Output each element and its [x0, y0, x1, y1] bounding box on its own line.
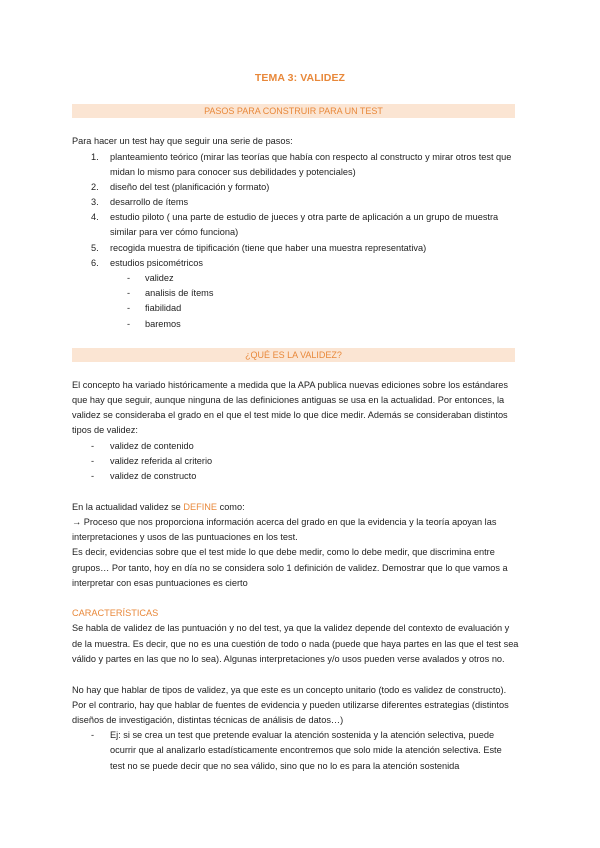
- validity-type-item: validez referida al criterio: [110, 456, 213, 466]
- step-text: midan lo mismo para conocer sus debilidades y potenciales): [110, 167, 356, 177]
- paragraph-line: de la muestra. Es decir, que no es una cuestión de todo o nada (puede que haya partes en las que el test sea: [72, 639, 519, 649]
- example-line: Ej: si se crea un test que pretende evaluar la atención sostenida y la atención selectiva, puede: [110, 730, 495, 740]
- paragraph-line: grupos… Por tanto, hoy en día no se considera solo 1 definición de validez. Demostrar que lo que vamos a: [72, 563, 508, 573]
- step-number: 4.: [91, 212, 99, 222]
- bullet-dash: -: [127, 288, 131, 298]
- bullet-dash: -: [127, 273, 131, 283]
- paragraph-line: Por el contrario, hay que hablar de fuentes de evidencia y pueden utilizarse diferentes estrategias (distintos: [72, 700, 509, 710]
- paragraph-line: tipos de validez:: [72, 425, 138, 435]
- bullet-dash: -: [91, 456, 95, 466]
- substep-item: analisis de ítems: [145, 288, 214, 298]
- define-prefix: En la actualidad validez se: [72, 502, 184, 512]
- paragraph-line: El concepto ha variado históricamente a medida que la APA publica nuevas ediciones sobre los estándares: [72, 380, 508, 390]
- paragraph-line: Es decir, evidencias sobre que el test mide lo que debe medir, como lo debe medir, que discrimina entre: [72, 547, 495, 557]
- step-text: diseño del test (planificación y formato): [110, 182, 270, 192]
- bullet-dash: -: [127, 319, 131, 329]
- step-number: 1.: [91, 152, 99, 162]
- paragraph-line: No hay que hablar de tipos de validez, ya que este es un concepto unitario (todo es validez de constructo).: [72, 685, 507, 695]
- paragraph-line: Se habla de validez de las puntuación y no del test, ya que la validez depende del contexto de evaluación y: [72, 623, 510, 633]
- step-text: estudio piloto ( una parte de estudio de jueces y otra parte de aplicación a un grupo de muestra: [110, 212, 499, 222]
- example-line: ocurrir que al analizarlo estadísticamente encontremos que solo mide la atención selectiva. Este: [110, 745, 502, 755]
- paragraph-line: interpretar con esas puntuaciones es cierto: [72, 578, 248, 588]
- bullet-dash: -: [91, 471, 95, 481]
- characteristics-heading: CARACTERÍSTICAS: [72, 608, 159, 618]
- step-text: planteamiento teórico (mirar las teorías que había con respecto al constructo y mirar otros test que: [110, 152, 512, 162]
- paragraph-line: diseños de investigación, distintas técnicas de análisis de datos…): [72, 715, 344, 725]
- step-number: 5.: [91, 243, 99, 253]
- bullet-dash: -: [91, 730, 95, 740]
- section-header-steps: PASOS PARA CONSTRUIR PARA UN TEST: [72, 104, 515, 118]
- define-keyword: DEFINE: [183, 502, 218, 512]
- substep-item: validez: [145, 273, 174, 283]
- define-suffix: como:: [217, 502, 245, 512]
- step-number: 6.: [91, 258, 99, 268]
- example-line: test no se puede decir que no sea válido, sino que no lo es para la atención sostenida: [110, 761, 460, 771]
- intro-text: Para hacer un test hay que seguir una serie de pasos:: [72, 136, 293, 146]
- step-number: 3.: [91, 197, 99, 207]
- paragraph-line: interpretaciones y usos de las puntuaciones en los test.: [72, 532, 298, 542]
- substep-item: baremos: [145, 319, 181, 329]
- validity-type-item: validez de contenido: [110, 441, 194, 451]
- step-text: similar para ver cómo funciona): [110, 227, 239, 237]
- paragraph-line: que hay que seguir, aunque ninguna de las definiciones antiguas se usa en la actualidad. Por entonces, la: [72, 395, 505, 405]
- step-number: 2.: [91, 182, 99, 192]
- section-header-what: ¿QUÉ ES LA VALIDEZ?: [72, 348, 515, 362]
- step-text: recogida muestra de tipificación (tiene que haber una muestra representativa): [110, 243, 427, 253]
- paragraph-line: validez se consideraba el grado en el que el test mide lo que dice medir. Además se consideraban distintos: [72, 410, 508, 420]
- paragraph-line: válido y partes en las que no lo sea). Algunas interpretaciones y/o usos pueden verse avalados y otros no.: [72, 654, 505, 664]
- substep-item: fiabilidad: [145, 303, 182, 313]
- paragraph-line: → Proceso que nos proporciona información acerca del grado en que la evidencia y la teoría apoyan las: [72, 517, 497, 527]
- bullet-dash: -: [127, 303, 131, 313]
- define-line: [72, 500, 522, 515]
- step-text: estudios psicométricos: [110, 258, 203, 268]
- page-title: TEMA 3: VALIDEZ: [254, 72, 346, 84]
- bullet-dash: -: [91, 441, 95, 451]
- validity-type-item: validez de constructo: [110, 471, 197, 481]
- step-text: desarrollo de ítems: [110, 197, 189, 207]
